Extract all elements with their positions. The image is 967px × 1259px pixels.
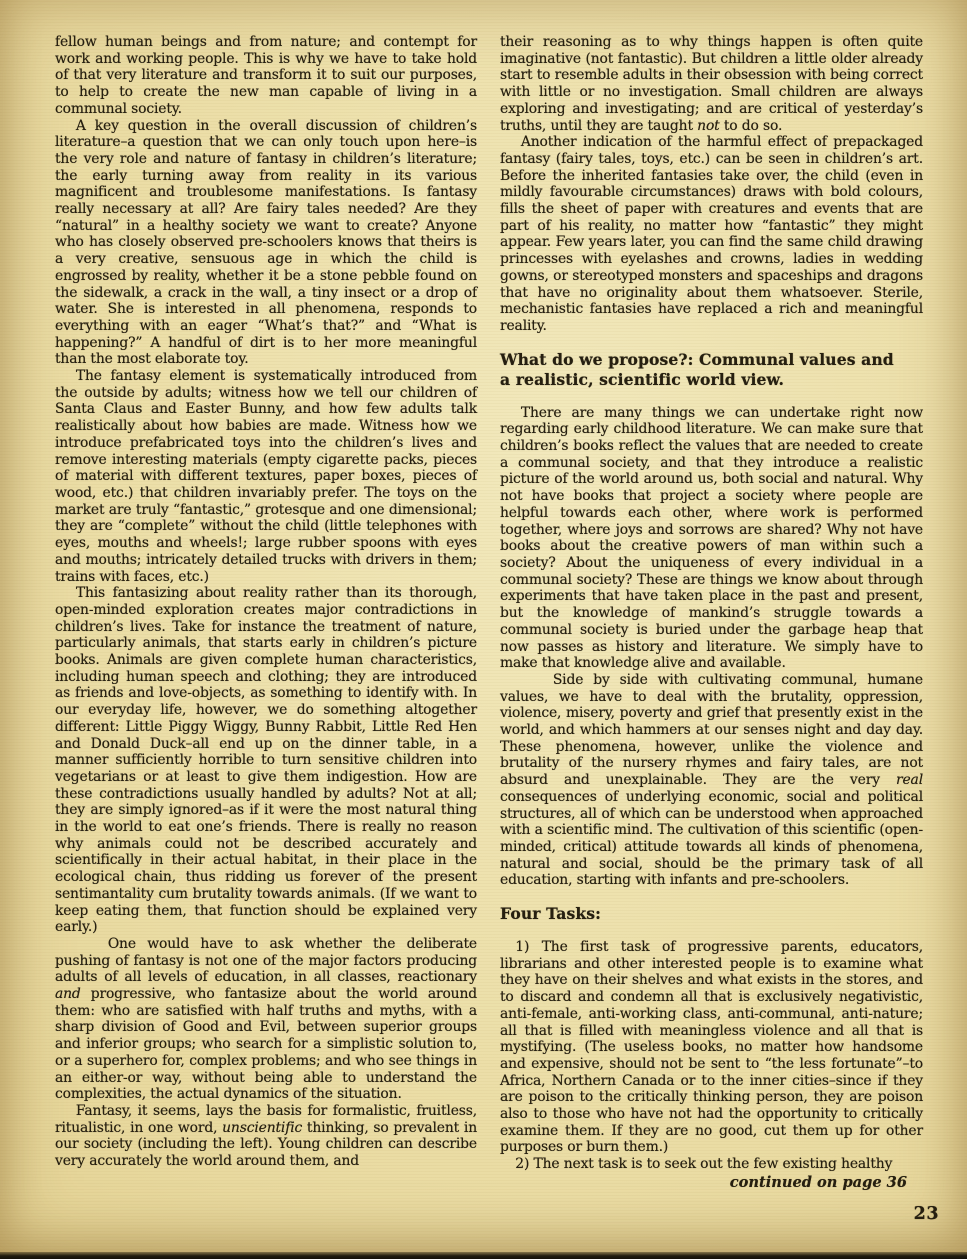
body-paragraph: This fantasizing about reality rather than its thorough, open-minded exploration creates major contradictions in children’s lives. Take for instance the treatment of nature, particularly animals, that starts early in children’s picture books. Animals are given complete human characteristics, including human speech and clothing; they are introduced as friends and love-objects, as something to identify with. In our everyday life, however, we do something altogether different: Little Piggy Wiggy, Bunny Rabbit, Little Red Hen and Donald Duck–all end up on the dinner table, in a manner sufficiently horrible to turn sensitive children into vegetarians or at least to give them indigestion. How are these contradictions usually handled by adults? Not at all; they are simply ignored–as if it were the most natural thing in the world to eat one’s friends. There is really no reason why animals could not be described accurately and scientifically in their actual habitat, in their place in the ecological chain, thus ridding us forever of the present sentimantality cum brutality towards animals. (If we want to keep eating them, that function should be explained very early.)	[55, 585, 477, 936]
body-paragraph: There are many things we can undertake right now regarding early childhood literature. We can make sure that children’s books reflect the values that are needed to create a communal society, and that they introduce a realistic picture of the world around us, both social and natural. Why not have books that project a society where people are helpful towards each other, where work is performed together, where joys and sorrows are shared? Why not have books about the creative powers of man within such a society? About the uniqueness of every individual in a communal society? These are things we know about through experiments that have taken place in the past and present, but the knowledge of mankind’s struggle towards a communal society is buried under the garbage heap that now passes as history and literature. We simply have to make that knowledge alive and available.	[500, 404, 923, 672]
body-paragraph: 1) The first task of progressive parents, educators, librarians and other interested people is to examine what they have on their shelves and what exists in the stores, and to discard and condemn all that is exclusively negativistic, anti-female, anti-working class, anti-communal, anti-nature; all that is filled with meaningless violence and all that is mystifying. (The useless books, no matter how handsome and expensive, should not be sent to “the less fortunate”–to Africa, Northern Canada or to the inner cities–since if they are poison to the critically thinking person, they are poison also to those who have not had the opportunity to critically examine them. If they are no good, cut them up for other purposes or burn them.)	[500, 939, 923, 1156]
body-paragraph: Side by side with cultivating communal, humane values, we have to deal with the brutality, oppression, violence, misery, poverty and grief that presently exist in the world, and which hammers at our senses night and day day. These phenomena, however, unlike the violence and brutality of the nursery rhymes and fairy tales, are not absurd and unexplainable. They are the very real consequences of underlying economic, social and political structures, all of which can be understood when approached with a scientific mind. The cultivation of this scientific (open-minded, critical) attitude towards all kinds of phenomena, natural and social, should be the primary task of all education, starting with infants and pre-schoolers.	[500, 671, 923, 889]
body-paragraph: Another indication of the harmful effect of prepackaged fantasy (fairy tales, toys, etc.) can be seen in children’s art. Before the inherited fantasies take over, the child (even in mildly favourable circumstances) draws with bold colours, fills the sheet of paper with creatures and events that are part of his reality, no matter how “fantastic” they might appear. Few years later, you can find the same child drawing princesses with eyelashes and crowns, ladies in wedding gowns, or stereotyped monsters and spaceships and dragons that have no originality about them whatsoever. Sterile, mechanistic fantasies have replaced a rich and meaningful reality.	[500, 134, 923, 334]
body-paragraph: their reasoning as to why things happen is often quite imaginative (not fantastic). But children a little older already start to resemble adults in their obsession with being correct with little or no investigation. Small children are always exploring and investigating; and are critical of yesterday’s truths, until they are taught not to do so.	[500, 34, 923, 134]
page-bottom-edge	[0, 1252, 967, 1259]
left-column	[55, 34, 477, 1224]
section-heading: What do we propose?: Communal values and a realistic, scientific world view.	[500, 349, 894, 389]
body-paragraph: One would have to ask whether the deliberate pushing of fantasy is not one of the major factors producing adults of all levels of education, in all classes, reactionary and progressive, who fantasize about the world around them: who are satisfied with half truths and myths, with a sharp division of Good and Evil, between superior groups and inferior groups; who search for a simplistic solution to, or a superhero for, complex problems; and who see things in an either-or way, without being able to understand the complexities, the actual dynamics of the situation.	[55, 935, 477, 1103]
body-paragraph: A key question in the overall discussion of children’s literature–a question that we can only touch upon here–is the very role and nature of fantasy in children’s literature; the early turning away from reality in its various magnificent and troublesome manifestations. Is fantasy really necessary at all? Are fairy tales needed? Are they “natural” in a healthy society we want to create? Anyone who has closely observed pre-schoolers knows that theirs is a very creative, sensuous age in which the child is engrossed by reality, whether it be a stone pebble found on the sidewalk, a crack in the wall, a tiny insect or a drop of water. She is interested in all phenomena, responds to everything with an eager “What’s that?” and “What is happening?” A handful of dirt is to her more meaningful than the most elaborate toy.	[55, 117, 477, 368]
two-column-layout	[55, 34, 939, 1224]
right-column-text	[500, 34, 923, 1173]
body-paragraph: fellow human beings and from nature; and contempt for work and working people. This is why we have to take hold of that very literature and transform it to suit our purposes, to help to create the new man capable of living in a communal society.	[55, 34, 477, 117]
section-heading: Four Tasks:	[500, 904, 602, 924]
body-paragraph: Fantasy, it seems, lays the basis for formalistic, fruitless, ritualistic, in one word, unscientific thinking, so prevalent in our society (including the left). Young children can describe very accurately the world around them, and	[55, 1103, 477, 1170]
body-paragraph: 2) The next task is to seek out the few existing healthy	[515, 1156, 893, 1173]
page-number: 23	[913, 1203, 939, 1224]
continued-note: continued on page 36	[729, 1173, 907, 1191]
right-column	[500, 34, 939, 1224]
body-paragraph: The fantasy element is systematically introduced from the outside by adults; witness how we tell our children of Santa Claus and Easter Bunny, and how few adults talk realistically about how babies are made. Witness how we introduce prefabricated toys into the children’s lives and remove interesting materials (empty cigarette packs, pieces of material with different textures, paper boxes, pieces of wood, etc.) that children invariably prefer. The toys on the market are truly “fantastic,” grotesque and one dimensional; they are “complete” without the child (little telephones with eyes, mouths and wheels!; large rubber spoons with eyes and mouths; intricately detailed trucks with drivers in them; trains with faces, etc.)	[55, 368, 477, 585]
